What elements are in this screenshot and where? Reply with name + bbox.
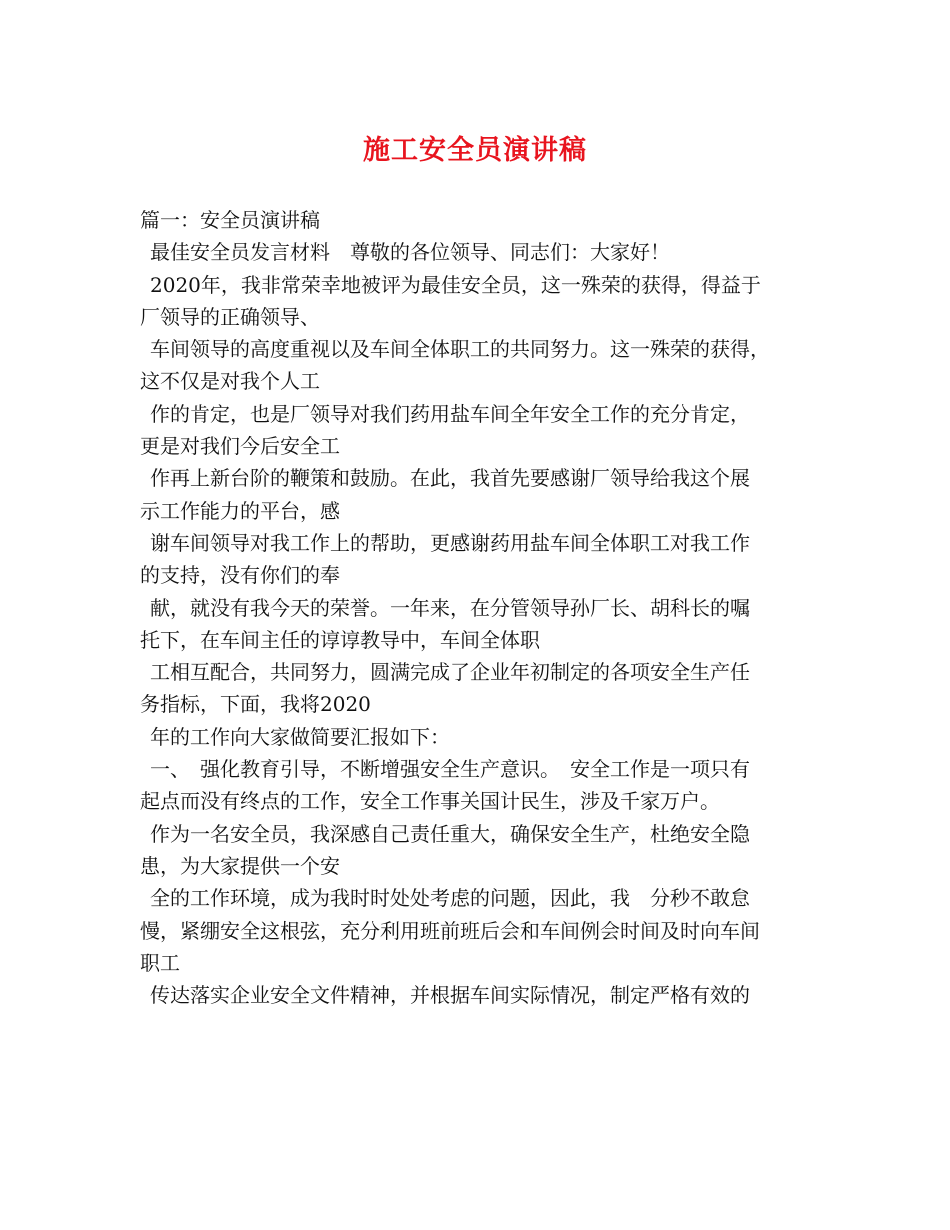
body-line: 慢，紧绷安全这根弦，充分利用班前班后会和车间例会时间及时向车间 (140, 918, 760, 943)
body-line: 献，就没有我今天的荣誉。一年来，在分管领导孙厂长、胡科长的嘱 (150, 595, 750, 620)
body-line: 谢车间领导对我工作上的帮助，更感谢药用盐车间全体职工对我工作 (150, 530, 750, 555)
body-line: 作的肯定，也是厂领导对我们药用盐车间全年安全工作的充分肯定， (150, 401, 750, 426)
body-line: 2020年，我非常荣幸地被评为最佳安全员，这一殊荣的获得，得益于 (150, 272, 761, 297)
body-line: 最佳安全员发言材料 尊敬的各位领导、同志们：大家好！ (150, 240, 670, 265)
section-heading: 篇一：安全员演讲稿 (140, 208, 320, 232)
body-line: 作为一名安全员，我深感自己责任重大，确保安全生产，杜绝安全隐 (150, 821, 750, 846)
body-line: 起点而没有终点的工作，安全工作事关国计民生，涉及千家万户。 (140, 789, 720, 814)
body-line: 车间领导的高度重视以及车间全体职工的共同努力。这一殊荣的获得， (150, 337, 770, 362)
body-line: 工相互配合，共同努力，圆满完成了企业年初制定的各项安全生产任 (150, 660, 750, 685)
body-line: 作再上新台阶的鞭策和鼓励。在此，我首先要感谢厂领导给我这个展 (150, 466, 750, 491)
body-line: 一、 强化教育引导，不断增强安全生产意识。 安全工作是一项只有 (150, 757, 750, 782)
body-line: 示工作能力的平台，感 (140, 498, 340, 523)
document-title: 施工安全员演讲稿 (363, 135, 587, 166)
body-line: 全的工作环境，成为我时时处处考虑的问题，因此，我 分秒不敢怠 (150, 886, 750, 911)
body-line: 职工 (140, 950, 180, 975)
body-line: 更是对我们今后安全工 (140, 434, 340, 459)
body-line: 托下，在车间主任的谆谆教导中，车间全体职 (140, 627, 540, 652)
document-body (140, 204, 825, 1011)
body-line: 这不仅是对我个人工 (140, 369, 320, 394)
body-line: 务指标，下面，我将2020 (140, 692, 371, 717)
body-line: 传达落实企业安全文件精神，并根据车间实际情况，制定严格有效的 (150, 983, 750, 1008)
body-line: 年的工作向大家做简要汇报如下： (150, 724, 450, 749)
body-line: 患，为大家提供一个安 (140, 853, 340, 878)
body-line: 厂领导的正确领导、 (140, 304, 320, 329)
body-line: 的支持，没有你们的奉 (140, 563, 340, 588)
